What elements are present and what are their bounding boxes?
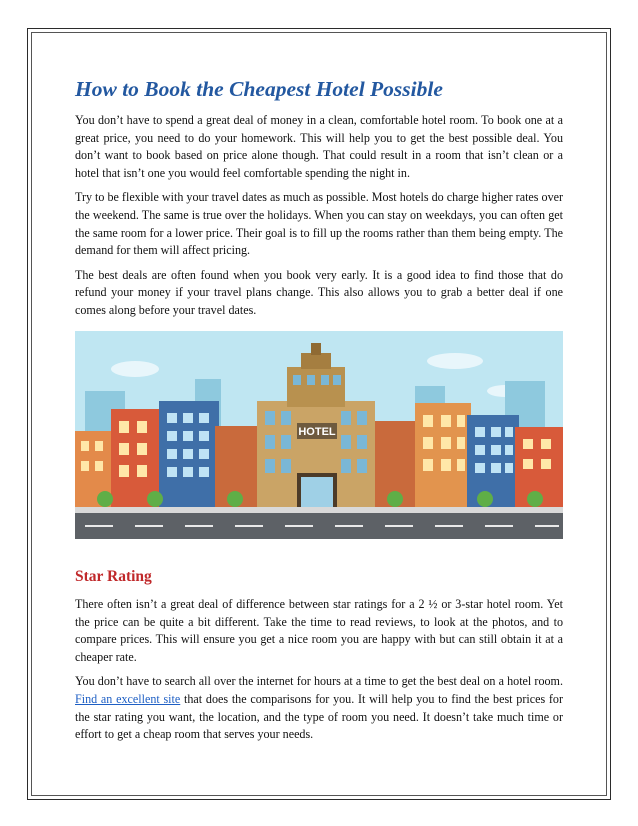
find-site-link[interactable]: Find an excellent site	[75, 691, 181, 706]
paragraph-intro: You don’t have to spend a great deal of money in a clean, comfortable hotel room. To book one at a great price, you need to do your homework. This will help you to get the best possible deal. You don’t want to book based on price alone though. That could result in a room that isn’t clean or a hotel that isn’t one you would feel comfortable spending the night in.	[75, 113, 563, 180]
hotel-city-illustration	[75, 331, 563, 539]
page-title: How to Book the Cheapest Hotel Possible	[75, 77, 443, 101]
star-rating-section	[75, 596, 563, 744]
hotel-sign: HOTEL	[298, 426, 336, 438]
section-heading-star-rating: Star Rating	[75, 568, 152, 585]
document-content	[75, 76, 564, 742]
paragraph-dates: Try to be flexible with your travel dates as much as possible. Most hotels do charge higher rates over the weekend. The same is true over the holidays. When you can stay on weekdays, you can often get the same room for a lower price. Their goal is to fill up the rooms rather than them being empty. The demand for them will affect pricing.	[75, 190, 564, 258]
paragraph-early: The best deals are often found when you book very early. It is a good idea to find those that do refund your money if your travel plans change. This also allows you to grab a better deal if one comes along before your travel dates.	[75, 267, 563, 317]
paragraph-search-end: that does the comparisons for you. It will help you to find the best prices for the star rating you want, the location, and the type of room you need. It doesn’t take much time or effort to get a cheap room that serves your needs.	[75, 691, 563, 742]
paragraph-search-start: You don’t have to search all over the internet for hours at a time to get the best deal on a hotel room.	[75, 674, 563, 689]
paragraph-star-rating: There often isn’t a great deal of difference between star ratings for a 2 ½ or 3-star hotel room. Yet the price can be quite a bit different. Take the time to read reviews, to look at the photos, and to compare prices. This will ensure you get a nice room you are happy with but can still obtain it at a cheaper rate.	[75, 597, 563, 664]
paragraph-search	[75, 673, 563, 743]
